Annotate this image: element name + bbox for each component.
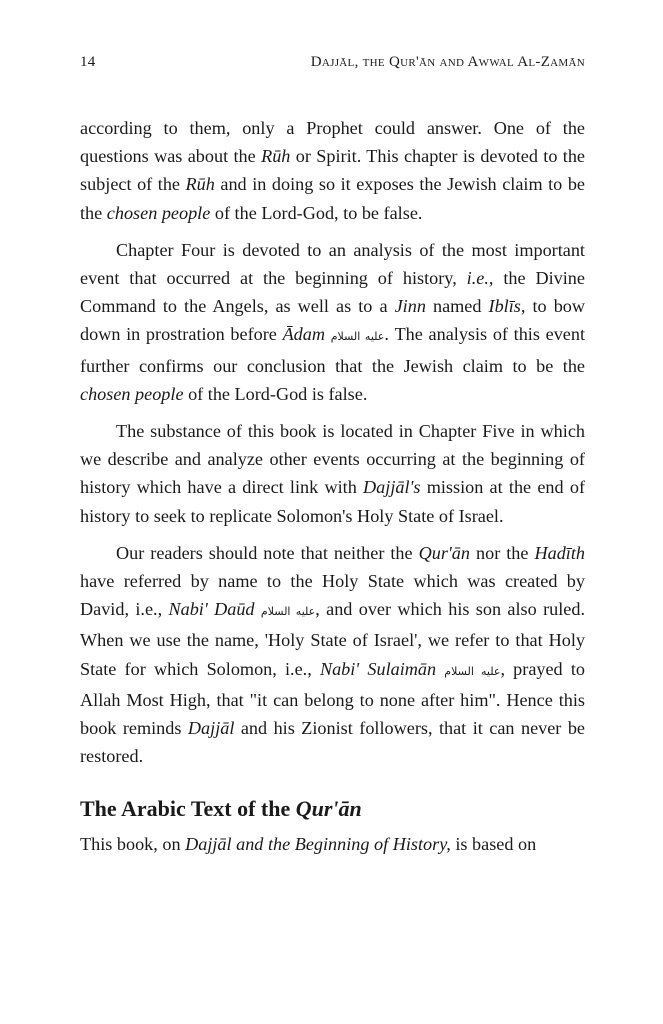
text: have referred by name to the Holy State which was created by David, i.e., — [80, 571, 585, 620]
text: nor the — [470, 542, 535, 563]
arabic-honorific: عليه السلام — [330, 330, 385, 344]
text: and his Zionist followers, that it can never be restored. — [80, 718, 585, 767]
paragraph-2 — [80, 236, 585, 408]
italic-term: Qur'ān — [418, 542, 470, 563]
section-heading — [80, 794, 585, 824]
paragraph-5 — [80, 830, 585, 858]
italic-term: Nabi' Daūd — [168, 599, 255, 620]
text: The substance of this book is located in Chapter Five in which we describe and analyze other events occurring at the beginning of history which have a direct link with — [80, 421, 585, 498]
text: This book, on — [80, 834, 186, 855]
italic-term: i.e., — [466, 268, 494, 289]
heading-text: The Arabic Text of the — [80, 796, 296, 822]
italic-term: Hadīth — [534, 542, 585, 563]
italic-term: Dajjāl's — [363, 477, 421, 498]
text: the Divine Command to the Angels, as well as to a — [80, 268, 585, 317]
italic-term: Dajjāl — [187, 718, 235, 739]
text: , prayed to Allah Most High, that "it can belong to none after him". Hence this book reminds — [80, 658, 585, 739]
text: , and over which his son also ruled. When we use the name, 'Holy State of Israel', we refer to that Holy State for which Solomon, i.e., — [80, 599, 585, 679]
italic-term: Iblīs — [488, 296, 521, 317]
text: or Spirit. This chapter is devoted to the subject of the — [80, 146, 585, 195]
italic-term: chosen people — [106, 202, 211, 223]
arabic-honorific: عليه السلام — [444, 664, 501, 678]
arabic-honorific: عليه السلام — [260, 605, 316, 619]
italic-term: Jinn — [394, 296, 426, 317]
italic-term: Ādam — [282, 324, 325, 345]
text: is based on — [450, 834, 537, 855]
heading-italic: Qur'ān — [295, 796, 362, 822]
italic-term: Rūh — [261, 146, 291, 167]
text: of the Lord-God is false. — [183, 383, 368, 404]
text: named — [425, 296, 489, 317]
italic-term: Rūh — [185, 174, 215, 195]
text: and in doing so it exposes the Jewish claim to be the — [80, 174, 585, 223]
italic-term: Nabi' Sulaimān — [319, 658, 437, 679]
text: according to them, only a Prophet could answer. One of the questions was about the — [80, 118, 585, 167]
text: . The analysis of this event further confirms our conclusion that the Jewish claim to be the — [80, 324, 586, 376]
page-number: 14 — [80, 54, 96, 70]
italic-term: Dajjāl and the Beginning of History, — [185, 834, 451, 855]
running-header — [80, 54, 585, 78]
book-title: Dajjāl, the Qur'ān and Awwal Al-Zamān — [310, 54, 585, 70]
paragraph-4 — [80, 539, 585, 771]
text: mission at the end of history to seek to replicate Solomon's Holy State of Israel. — [80, 477, 585, 526]
text: Chapter Four is devoted to an analysis of the most important event that occurred at the beginning of history, — [80, 239, 585, 289]
paragraph-3 — [80, 417, 585, 530]
text: Our readers should note that neither the — [116, 542, 419, 563]
book-page — [80, 0, 585, 1024]
paragraph-1 — [80, 114, 585, 227]
italic-term: chosen people — [80, 383, 184, 404]
text: of the Lord-God, to be false. — [210, 202, 423, 223]
text: , to bow down in prostration before — [80, 296, 586, 345]
body-text — [80, 114, 585, 868]
